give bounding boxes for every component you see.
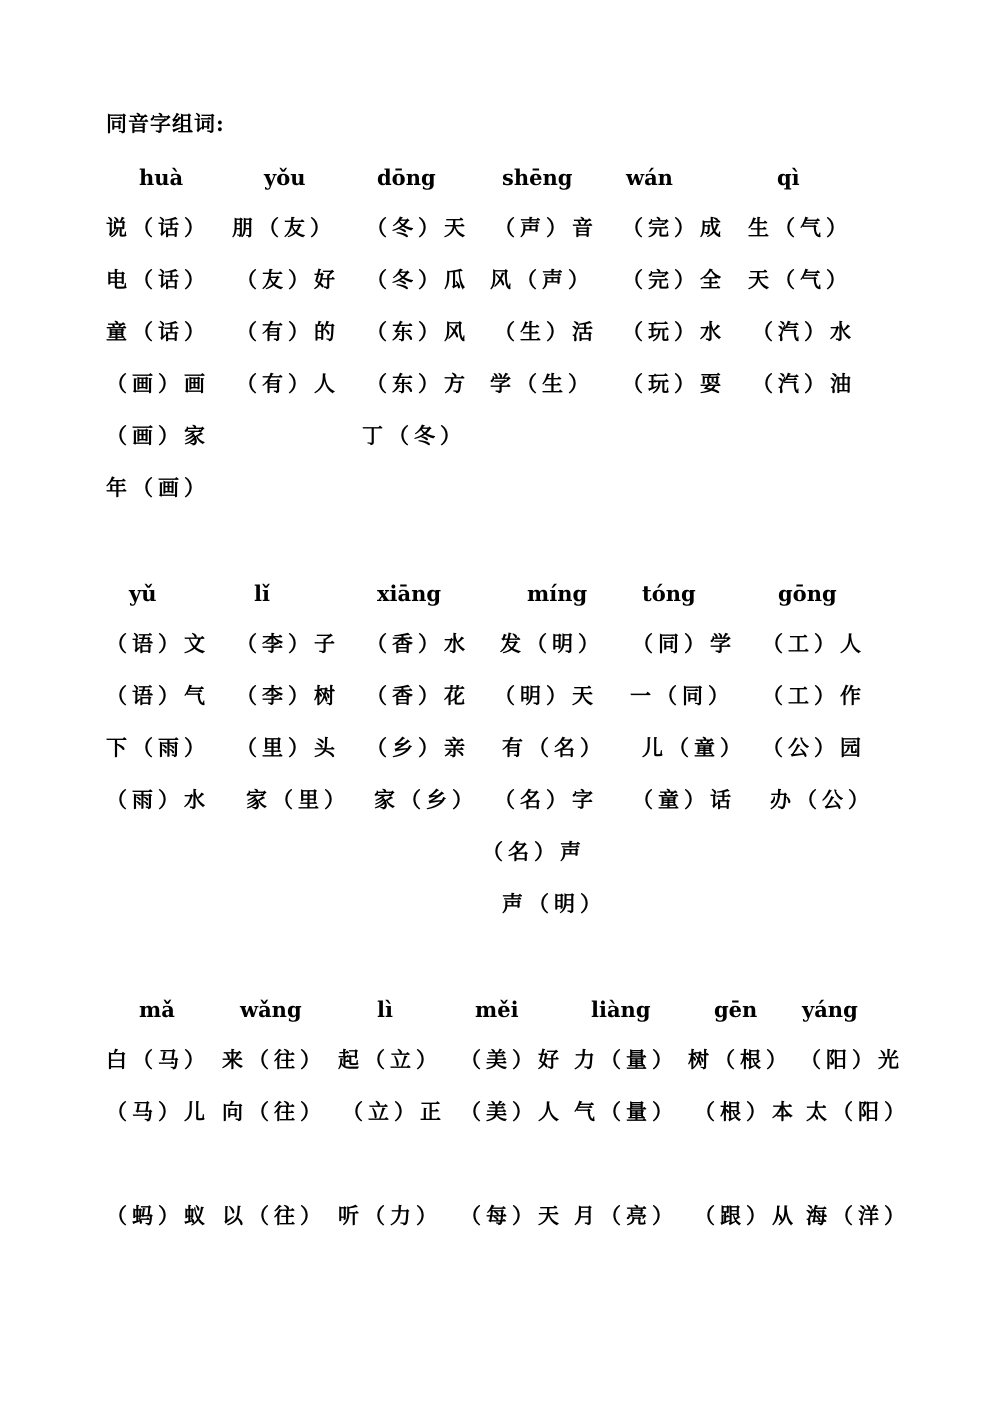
word-cell: （每）天 bbox=[460, 1203, 564, 1228]
word-cell: （名）字 bbox=[494, 787, 598, 812]
word-cell: （阳）光 bbox=[800, 1047, 904, 1072]
word-cell: （明）天 bbox=[494, 683, 598, 708]
word-cell: （东）方 bbox=[366, 371, 470, 396]
word-cell: （有）人 bbox=[236, 371, 340, 396]
word-cell: （画）画 bbox=[106, 371, 210, 396]
pinyin-label: gōng bbox=[778, 581, 837, 606]
word-cell: 童（话） bbox=[106, 319, 210, 344]
word-cell: （跟）从 bbox=[694, 1203, 798, 1228]
word-cell: 以（往） bbox=[222, 1203, 326, 1228]
word-cell: （蚂）蚁 bbox=[106, 1203, 210, 1228]
word-cell: 太（阳） bbox=[806, 1099, 910, 1124]
word-cell: 办（公） bbox=[770, 787, 874, 812]
word-cell: （立）正 bbox=[342, 1099, 446, 1124]
word-cell: （语）气 bbox=[106, 683, 210, 708]
word-cell: （东）风 bbox=[366, 319, 470, 344]
word-cell: 朋（友） bbox=[232, 215, 336, 240]
pinyin-label: yǒu bbox=[264, 165, 306, 190]
word-cell: 来（往） bbox=[222, 1047, 326, 1072]
word-cell: （冬）天 bbox=[366, 215, 470, 240]
word-cell: （香）水 bbox=[366, 631, 470, 656]
pinyin-label: lì bbox=[377, 997, 393, 1022]
pinyin-label: míng bbox=[527, 581, 588, 606]
word-cell: 向（往） bbox=[222, 1099, 326, 1124]
word-cell: （语）文 bbox=[106, 631, 210, 656]
pinyin-label: yáng bbox=[802, 997, 858, 1022]
word-cell: （里）头 bbox=[236, 735, 340, 760]
word-cell: （美）好 bbox=[460, 1047, 564, 1072]
pinyin-label: mǎ bbox=[139, 997, 175, 1022]
word-cell: 白（马） bbox=[106, 1047, 210, 1072]
word-cell: 生（气） bbox=[748, 215, 852, 240]
pinyin-label: huà bbox=[139, 165, 184, 190]
word-cell: 气（量） bbox=[574, 1099, 678, 1124]
word-cell: 说（话） bbox=[106, 215, 210, 240]
pinyin-label: měi bbox=[475, 997, 519, 1022]
word-cell: （玩）水 bbox=[622, 319, 726, 344]
word-cell: （美）人 bbox=[460, 1099, 564, 1124]
word-cell: （完）全 bbox=[622, 267, 726, 292]
word-cell: 家（乡） bbox=[374, 787, 478, 812]
word-cell: 声（明） bbox=[502, 891, 606, 916]
pinyin-label: lǐ bbox=[254, 581, 270, 606]
pinyin-label: tóng bbox=[642, 581, 696, 606]
pinyin-label: gēn bbox=[714, 997, 758, 1022]
pinyin-label: dōng bbox=[377, 165, 436, 190]
word-cell: 下（雨） bbox=[106, 735, 210, 760]
word-cell: （雨）水 bbox=[106, 787, 210, 812]
word-cell: 月（亮） bbox=[574, 1203, 678, 1228]
word-cell: 风（声） bbox=[490, 267, 594, 292]
word-cell: （同）学 bbox=[632, 631, 736, 656]
word-cell: 年（画） bbox=[106, 475, 210, 500]
pinyin-label: shēng bbox=[502, 165, 573, 190]
word-cell: 天（气） bbox=[748, 267, 852, 292]
word-cell: 一（同） bbox=[630, 683, 734, 708]
word-cell: 家（里） bbox=[246, 787, 350, 812]
word-cell: （有）的 bbox=[236, 319, 340, 344]
word-cell: （声）音 bbox=[494, 215, 598, 240]
word-cell: 听（力） bbox=[338, 1203, 442, 1228]
word-cell: （完）成 bbox=[622, 215, 726, 240]
word-cell: （根）本 bbox=[694, 1099, 798, 1124]
pinyin-label: liàng bbox=[591, 997, 651, 1022]
word-cell: 学（生） bbox=[490, 371, 594, 396]
pinyin-label: wán bbox=[626, 165, 673, 190]
word-cell: （友）好 bbox=[236, 267, 340, 292]
word-cell: （汽）油 bbox=[752, 371, 856, 396]
word-cell: （汽）水 bbox=[752, 319, 856, 344]
word-cell: 电（话） bbox=[106, 267, 210, 292]
word-cell: （玩）耍 bbox=[622, 371, 726, 396]
word-cell: （名）声 bbox=[482, 839, 586, 864]
word-cell: 有（名） bbox=[502, 735, 606, 760]
word-cell: （工）人 bbox=[762, 631, 866, 656]
word-cell: （李）子 bbox=[236, 631, 340, 656]
page-title: 同音字组词: bbox=[106, 111, 225, 136]
word-cell: 丁（冬） bbox=[362, 423, 466, 448]
word-cell: （香）花 bbox=[366, 683, 470, 708]
pinyin-label: qì bbox=[777, 165, 800, 190]
word-cell: 海（洋） bbox=[806, 1203, 910, 1228]
word-cell: 起（立） bbox=[338, 1047, 442, 1072]
word-cell: （童）话 bbox=[632, 787, 736, 812]
pinyin-label: xiāng bbox=[377, 581, 442, 606]
word-cell: （马）儿 bbox=[106, 1099, 210, 1124]
word-cell: 树（根） bbox=[688, 1047, 792, 1072]
word-cell: （画）家 bbox=[106, 423, 210, 448]
word-cell: （生）活 bbox=[494, 319, 598, 344]
word-cell: （乡）亲 bbox=[366, 735, 470, 760]
word-cell: 力（量） bbox=[574, 1047, 678, 1072]
word-cell: （公）园 bbox=[762, 735, 866, 760]
word-cell: 儿（童） bbox=[642, 735, 746, 760]
pinyin-label: yǔ bbox=[129, 581, 157, 606]
word-cell: （工）作 bbox=[762, 683, 866, 708]
word-cell: （李）树 bbox=[236, 683, 340, 708]
word-cell: 发（明） bbox=[500, 631, 604, 656]
word-cell: （冬）瓜 bbox=[366, 267, 470, 292]
pinyin-label: wǎng bbox=[240, 997, 302, 1022]
